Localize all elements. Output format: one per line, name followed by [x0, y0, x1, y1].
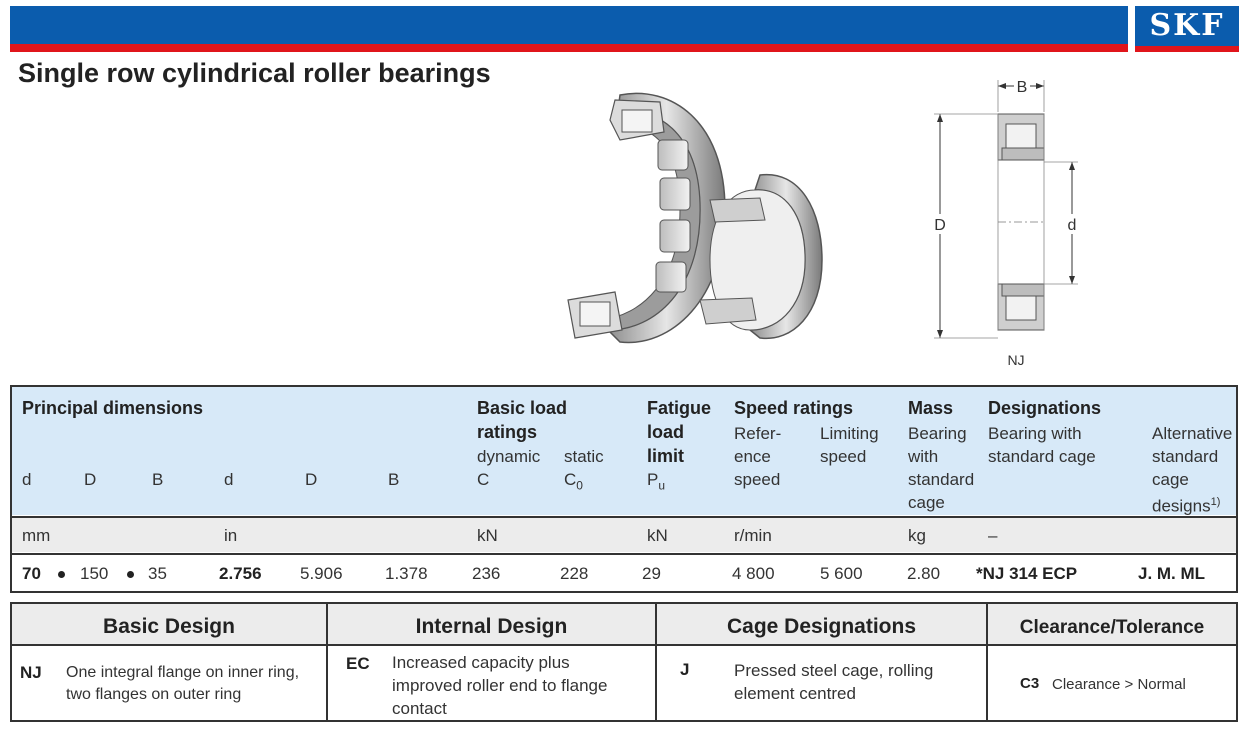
cage-code: J — [680, 660, 690, 679]
value-D-in: 5.906 — [300, 564, 343, 583]
value-designation: *NJ 314 ECP — [976, 564, 1078, 583]
symbol-C0: $C_0$ — [564, 470, 583, 493]
sub-mass-4: cage — [908, 493, 945, 512]
basic-design-code: NJ — [20, 663, 42, 682]
sub-alternative-2: standard — [1152, 447, 1219, 466]
brand-logo-text: SKF — [1149, 8, 1225, 43]
designation-codes-table — [10, 602, 1238, 722]
clearance-text: Clearance > Normal — [1052, 676, 1186, 693]
table-row — [12, 553, 1236, 591]
unit-in: in — [224, 526, 238, 545]
sub-designation-2: standard cage — [988, 447, 1096, 466]
header-speed-ratings: Speed ratings — [734, 398, 854, 418]
header-mass: Mass — [908, 398, 954, 418]
value-C: 236 — [472, 564, 501, 583]
internal-design-title: Internal Design — [415, 615, 568, 638]
value-d-mm: 70 — [22, 564, 41, 583]
value-B-mm: 35 — [148, 564, 167, 583]
symbol-d-mm: d — [22, 470, 32, 489]
symbol-C: C — [477, 470, 490, 489]
header-band — [10, 6, 1128, 44]
internal-design-text-1: Increased capacity plus — [392, 653, 570, 672]
bearing-illustration — [560, 80, 830, 365]
separator-dot — [127, 571, 134, 578]
symbol-B-in: B — [388, 470, 400, 489]
header-principal-dimensions: Principal dimensions — [22, 398, 204, 418]
symbol-D-in: D — [305, 470, 318, 489]
header-fatigue-2: load — [647, 422, 685, 442]
cage-designations-title: Cage Designations — [726, 615, 917, 638]
bearing-data-table — [10, 385, 1238, 593]
value-mass: 2.80 — [907, 564, 941, 583]
cage-text-1: Pressed steel cage, rolling — [734, 661, 934, 680]
header-basic-load-2: ratings — [477, 422, 538, 442]
sub-mass-3: standard — [908, 470, 975, 489]
symbol-D-mm: D — [84, 470, 97, 489]
internal-design-text-3: contact — [392, 699, 447, 718]
unit-kn-fatigue: kN — [647, 526, 668, 545]
value-B-in: 1.378 — [385, 564, 428, 583]
dimension-d-label: d — [1067, 217, 1077, 234]
basic-design-title: Basic Design — [103, 615, 235, 638]
value-alternative-designs: J. M. ML — [1138, 564, 1206, 583]
basic-design-text-2: two flanges on outer ring — [66, 686, 242, 703]
unit-mass: kg — [908, 526, 926, 545]
internal-design-code: EC — [346, 654, 370, 673]
sub-reference-1: Refer- — [734, 424, 782, 443]
cage-text-2: element centred — [734, 684, 856, 703]
header-basic-load-1: Basic load — [477, 398, 568, 418]
value-limiting-speed: 5 600 — [820, 564, 863, 583]
unit-speed: r/min — [734, 526, 772, 545]
sub-mass-2: with — [908, 447, 939, 466]
value-reference-speed: 4 800 — [732, 564, 775, 583]
header-fatigue-3: limit — [647, 446, 685, 466]
table-header — [12, 387, 1236, 515]
symbol-d-in: d — [224, 470, 234, 489]
basic-design-text-1: One integral flange on inner ring, — [66, 664, 300, 681]
header-stripe — [10, 44, 1128, 52]
sub-reference-2: ence — [734, 447, 771, 466]
clearance-code: C3 — [1020, 675, 1040, 692]
sub-mass-1: Bearing — [908, 424, 967, 443]
unit-mm: mm — [22, 526, 51, 545]
unit-kn-load: kN — [477, 526, 498, 545]
header-designations: Designations — [988, 398, 1102, 418]
symbol-B-mm: B — [152, 470, 164, 489]
bearing-type-label: NJ — [1007, 352, 1025, 368]
sub-limiting-1: Limiting — [820, 424, 879, 443]
header-fatigue-1: Fatigue — [647, 398, 712, 418]
sub-alternative-3: cage — [1152, 470, 1189, 489]
sub-limiting-2: speed — [820, 447, 867, 466]
value-Pu: 29 — [642, 564, 661, 583]
internal-design-text-2: improved roller end to flange — [392, 676, 608, 695]
units-row — [12, 516, 1236, 552]
footnote-mark: 1) — [1210, 496, 1221, 508]
dimension-B-label: B — [1016, 79, 1028, 96]
sub-designation-1: Bearing with — [988, 424, 1082, 443]
value-D-mm: 150 — [80, 564, 109, 583]
unit-designation: – — [988, 526, 998, 545]
cross-section-drawing — [910, 72, 1090, 372]
symbol-Pu: $P_u$ — [647, 470, 666, 493]
skf-logo — [1135, 6, 1239, 52]
sub-dynamic: dynamic — [477, 447, 541, 466]
value-C0: 228 — [560, 564, 589, 583]
clearance-tolerance-title: Clearance/Tolerance — [1019, 617, 1205, 638]
page-title: Single row cylindrical roller bearings — [18, 58, 491, 88]
value-d-in: 2.756 — [219, 564, 262, 583]
separator-dot — [58, 571, 65, 578]
sub-alternative-1: Alternative — [1152, 424, 1233, 443]
dimension-D-label: D — [934, 217, 946, 234]
sub-alternative-4: designs$^{1)}$ — [1152, 496, 1221, 516]
sub-reference-3: speed — [734, 470, 781, 489]
sub-static: static — [564, 447, 604, 466]
